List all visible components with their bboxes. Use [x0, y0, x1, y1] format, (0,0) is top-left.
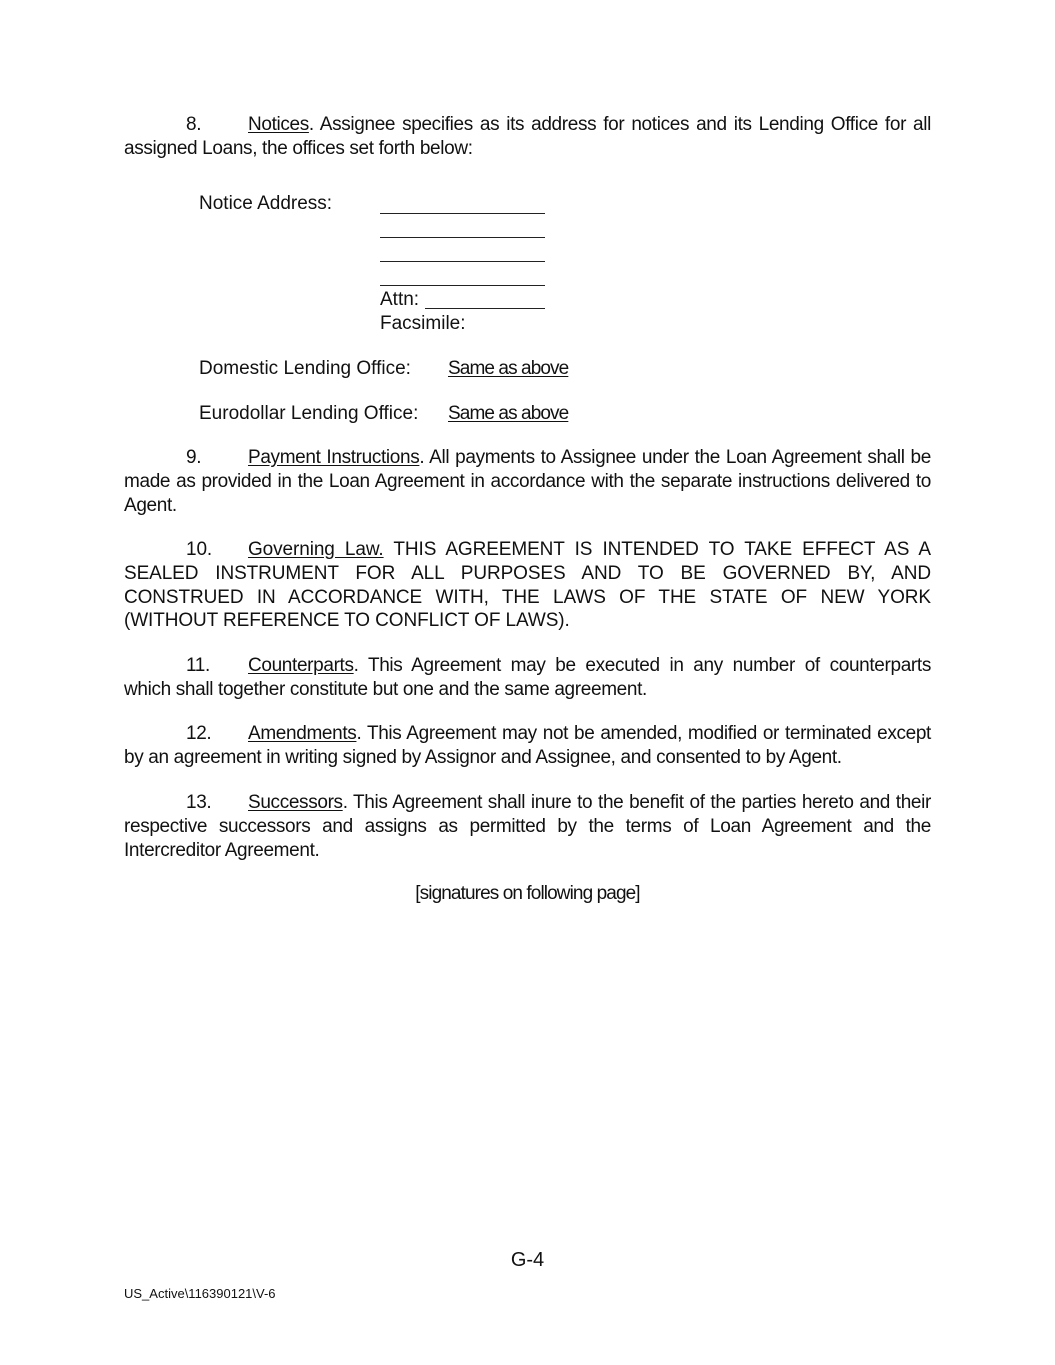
eurodollar-lending-office-label: Eurodollar Lending Office:	[199, 403, 419, 424]
page-number: G-4	[510, 1249, 545, 1271]
section-number: 11.	[186, 655, 210, 676]
section-number: 10.	[186, 539, 213, 560]
notice-address-line-1	[380, 213, 545, 214]
domestic-lending-office-label: Domestic Lending Office:	[199, 358, 411, 379]
domestic-lending-office-value: Same as above	[448, 358, 569, 379]
section-number: 13.	[186, 792, 212, 813]
facsimile-label: Facsimile:	[380, 313, 466, 334]
section-12-amendments	[124, 722, 931, 770]
section-body: . Assignee specifies as its address for notices and its Lending Office for all assigned Loans, the offices set forth below:	[124, 114, 931, 159]
section-11-counterparts	[124, 654, 931, 702]
section-heading: Notices	[248, 114, 309, 135]
section-heading: Counterparts	[248, 655, 354, 676]
document-id: US_Active\116390121\V-6	[124, 1286, 276, 1301]
section-heading: Payment Instructions	[248, 447, 420, 468]
section-number: 8.	[186, 114, 202, 135]
section-heading: Successors	[248, 792, 343, 813]
section-body: . This Agreement shall inure to the benefit of the parties hereto and their respective successors and assigns as permitted by the terms of Loan Agreement and the Intercreditor Agreement.	[124, 792, 931, 861]
section-9-payment-instructions	[124, 446, 931, 517]
attn-line	[425, 308, 545, 309]
signatures-note: [signatures on following page]	[415, 883, 640, 904]
section-body: . This Agreement may be executed in any number of counterparts which shall together constitute but one and the same agreement.	[124, 655, 931, 700]
notice-address-line-2	[380, 237, 545, 238]
attn-label: Attn:	[380, 289, 420, 310]
section-10-governing-law	[124, 538, 931, 633]
section-body: THIS AGREEMENT IS INTENDED TO TAKE EFFECT AS A SEALED INSTRUMENT FOR ALL PURPOSES AND TO BE GOVERNED BY, AND CONSTRUED IN ACCORDANCE WITH, THE LAWS OF THE STATE OF NEW YORK (WITHOUT REFERENCE TO CONFLICT OF LAWS).	[124, 539, 931, 632]
section-body: . This Agreement may not be amended, modified or terminated except by an agreement in writing signed by Assignor and Assignee, and consented to by Agent.	[124, 723, 931, 768]
section-heading: Amendments	[248, 723, 357, 744]
notice-address-line-4	[380, 285, 545, 286]
section-8-notices	[124, 113, 931, 161]
notice-address-line-3	[380, 261, 545, 262]
eurodollar-lending-office-value: Same as above	[448, 403, 569, 424]
section-body: . All payments to Assignee under the Loan Agreement shall be made as provided in the Loan Agreement in accordance with the separate instructions delivered to Agent.	[124, 447, 931, 516]
section-heading: Governing Law.	[248, 539, 384, 560]
section-13-successors	[124, 791, 931, 862]
section-number: 12.	[186, 723, 212, 744]
notice-address-label: Notice Address:	[199, 193, 333, 214]
section-number: 9.	[186, 447, 202, 468]
